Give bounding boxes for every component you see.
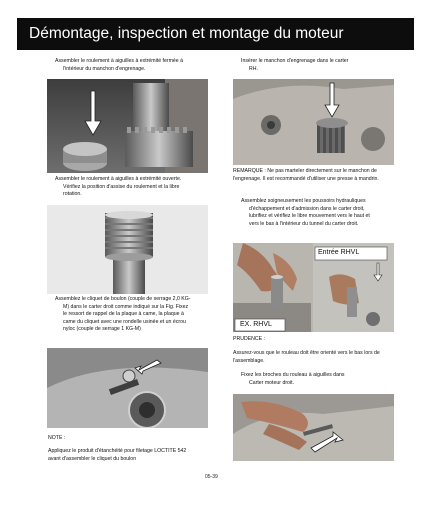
note-label: NOTE : <box>48 435 66 441</box>
photo-sleeve-crankcase <box>233 79 394 165</box>
prudence-roller-orientation: Assurez-vous que le rouleau doit être orienté vers le bas lors de l'assemblage. <box>233 350 380 364</box>
instruction-open-bearing: Assembler le roulement à aiguilles à extrémité ouverte. Vérifiez la position d'assise du roulement et la libre rotation. <box>55 176 182 198</box>
photo-hydraulic-lifters <box>233 243 394 332</box>
photo-closed-bearing-gear <box>47 79 208 173</box>
photo-roller-pins-crankcase <box>233 394 394 461</box>
section-header: Démontage, inspection et montage du moteur <box>17 18 414 50</box>
remark-no-hammering: REMARQUE : Ne pas marteler directement sur le manchon de l'engrenage. Il est recommandé d'utiliser une presse à mandrin. <box>233 168 379 182</box>
instruction-insert-sleeve: Insérer le manchon d'engrenage dans le carter RH. <box>241 58 349 72</box>
instruction-bolt-pawl: Assemblez le cliquet de boulon (couple de serrage 2,0 KG- M) dans le carter droit comme indiqué sur la Fig. Fixez le ressort de rappel de la plaque à came, la plaque à came du cliquet avec une rondelle usinée et un écrou nylo​c (couple de serrage 1 KG-M) <box>55 296 191 333</box>
label-intake-rhvl: Entrée RHVL <box>318 249 360 256</box>
prudence-label: PRUDENCE : <box>233 336 265 342</box>
photo-bolt-pawl-crankcase <box>47 348 208 428</box>
instruction-closed-bearing: Assembler le roulement à aiguilles à extrémité fermée à l'intérieur du manchon d'engrenage. <box>55 58 184 72</box>
instruction-hydraulic-lifters: Assemblez soigneusement les poussoirs hydrauliques d'échappement et d'admission dans le carter droit, lubrifiez et vérifiez le libre mouvement vers le haut et vers le bas à l'intérieur du tunnel du carter droit. <box>241 198 370 227</box>
instruction-roller-pins: Fixez les broches du rouleau à aiguilles dans Carter moteur droit. <box>241 372 345 386</box>
page-number: 05-39 <box>205 474 218 480</box>
note-loctite: Appliquez le produit d'étanchéité pour filetage LOCTITE 542 avant d'assembler le cliquet du boulon <box>48 448 187 462</box>
photo-open-bearing-gear <box>47 205 208 294</box>
label-exhaust-rhvl: EX. RHVL <box>240 321 272 328</box>
